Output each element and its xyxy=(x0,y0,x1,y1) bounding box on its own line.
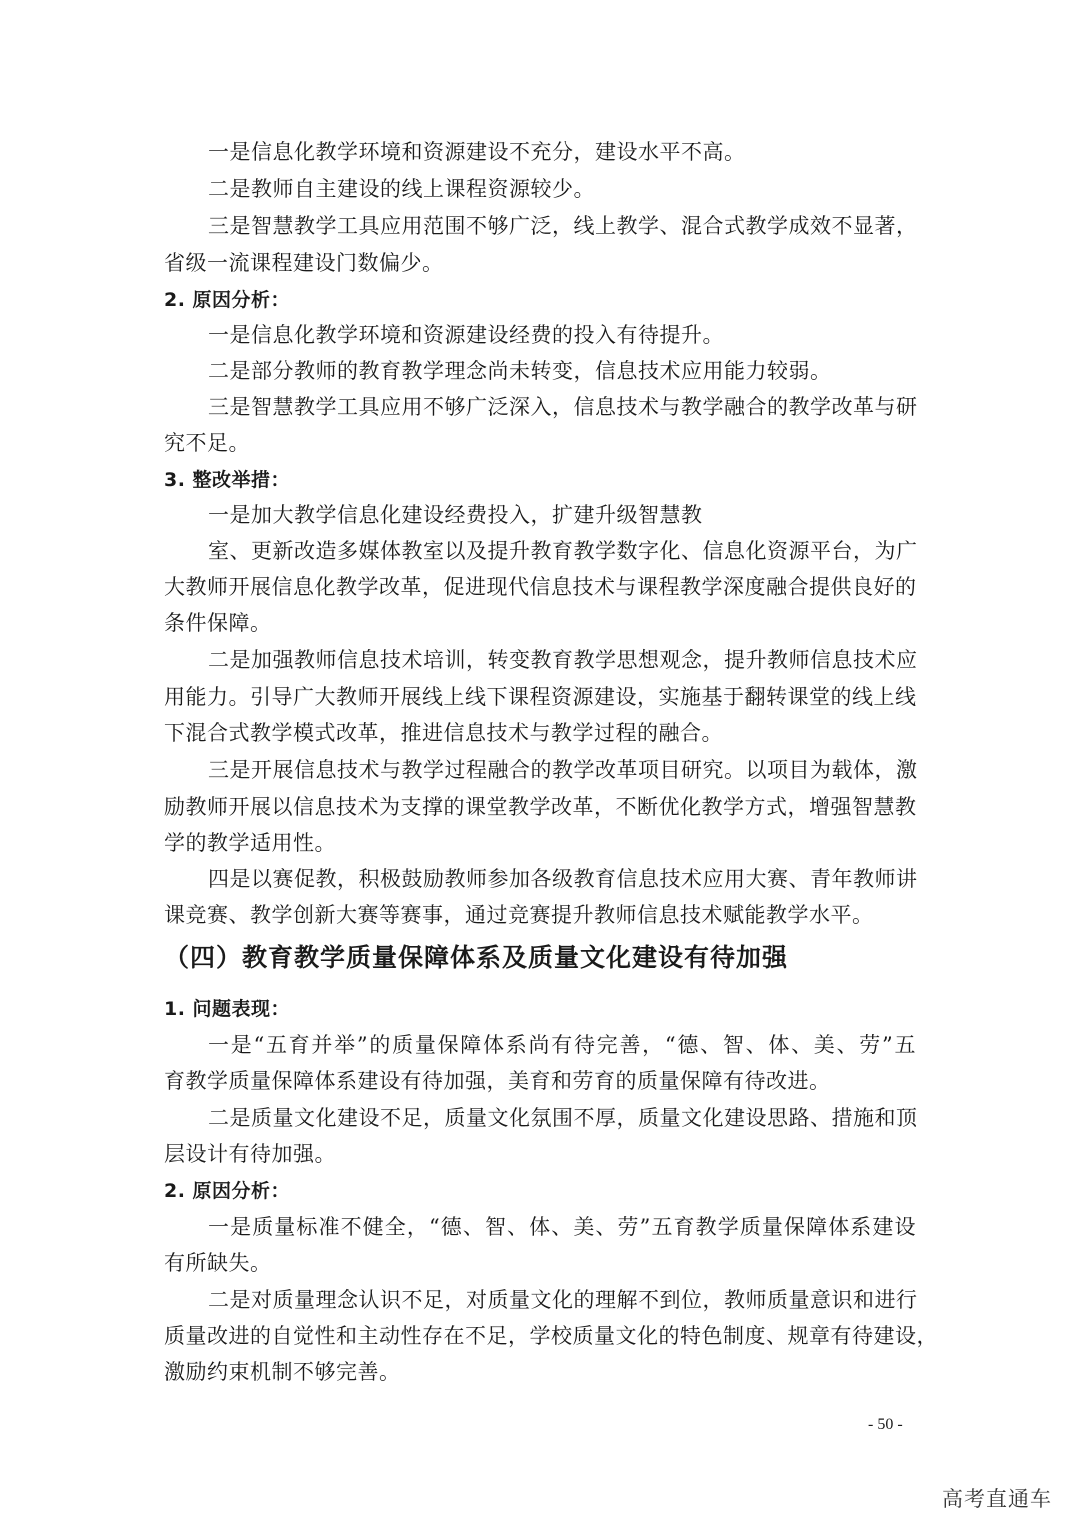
paragraph-line: 课竞赛、教学创新大赛等赛事，通过竞赛提升教师信息技术赋能教学水平。 xyxy=(164,903,874,927)
paragraph-line: 大教师开展信息化教学改革，促进现代信息技术与课程教学深度融合提供良好的 xyxy=(164,575,917,599)
paragraph-line: 省级一流课程建设门数偏少。 xyxy=(164,251,444,275)
paragraph-line: 下混合式教学模式改革，推进信息技术与教学过程的融合。 xyxy=(164,721,723,745)
page-number: - 50 - xyxy=(868,1416,903,1433)
paragraph-line: 一是质量标准不健全，“德、智、体、美、劳”五育教学质量保障体系建设 xyxy=(208,1215,916,1239)
paragraph-line: 三是智慧教学工具应用范围不够广泛，线上教学、混合式教学成效不显著， xyxy=(208,214,918,238)
subheading-rectification-measures: 3. 整改举措： xyxy=(164,469,291,491)
paragraph-line: 究不足。 xyxy=(164,431,250,455)
paragraph-line: 条件保障。 xyxy=(164,611,272,635)
paragraph-line: 二是质量文化建设不足，质量文化氛围不厚，质量文化建设思路、措施和顶 xyxy=(208,1106,918,1130)
paragraph-line: 育教学质量保障体系建设有待加强，美育和劳育的质量保障有待改进。 xyxy=(164,1069,831,1093)
paragraph-line: 二是加强教师信息技术培训，转变教育教学思想观念，提升教师信息技术应 xyxy=(208,648,918,672)
watermark: 高考直通车 xyxy=(942,1487,1052,1511)
paragraph-line: 四是以赛促教，积极鼓励教师参加各级教育信息技术应用大赛、青年教师讲 xyxy=(208,867,918,891)
paragraph-line: 激励约束机制不够完善。 xyxy=(164,1360,401,1384)
paragraph-line: 三是智慧教学工具应用不够广泛深入，信息技术与教学融合的教学改革与研 xyxy=(208,395,918,419)
paragraph-line: 学的教学适用性。 xyxy=(164,831,336,855)
subheading-problem-manifestation: 1. 问题表现： xyxy=(164,998,291,1020)
paragraph-line: 质量改进的自觉性和主动性存在不足，学校质量文化的特色制度、规章有待建设， xyxy=(164,1324,938,1348)
paragraph-line: 有所缺失。 xyxy=(164,1251,272,1275)
paragraph-line: 二是教师自主建设的线上课程资源较少。 xyxy=(208,177,595,201)
paragraph-line: 一是信息化教学环境和资源建设不充分，建设水平不高。 xyxy=(208,140,746,164)
paragraph-line: 一是“五育并举”的质量保障体系尚有待完善，“德、智、体、美、劳”五 xyxy=(208,1033,916,1057)
paragraph-line: 三是开展信息技术与教学过程融合的教学改革项目研究。以项目为载体，激 xyxy=(208,758,918,782)
section-heading: （四）教育教学质量保障体系及质量文化建设有待加强 xyxy=(164,943,789,972)
subheading-cause-analysis: 2. 原因分析： xyxy=(164,289,291,311)
paragraph-line: 一是信息化教学环境和资源建设经费的投入有待提升。 xyxy=(208,323,724,347)
paragraph-line: 励教师开展以信息技术为支撑的课堂教学改革，不断优化教学方式，增强智慧教 xyxy=(164,795,917,819)
paragraph-line: 室、更新改造多媒体教室以及提升教育教学数字化、信息化资源平台，为广 xyxy=(208,539,918,563)
paragraph-line: 一是加大教学信息化建设经费投入，扩建升级智慧教 xyxy=(208,503,703,527)
paragraph-line: 层设计有待加强。 xyxy=(164,1142,336,1166)
paragraph-line: 二是对质量理念认识不足，对质量文化的理解不到位，教师质量意识和进行 xyxy=(208,1288,918,1312)
paragraph-line: 二是部分教师的教育教学理念尚未转变，信息技术应用能力较弱。 xyxy=(208,359,832,383)
subheading-cause-analysis-2: 2. 原因分析： xyxy=(164,1180,291,1202)
paragraph-line: 用能力。引导广大教师开展线上线下课程资源建设，实施基于翻转课堂的线上线 xyxy=(164,685,917,709)
